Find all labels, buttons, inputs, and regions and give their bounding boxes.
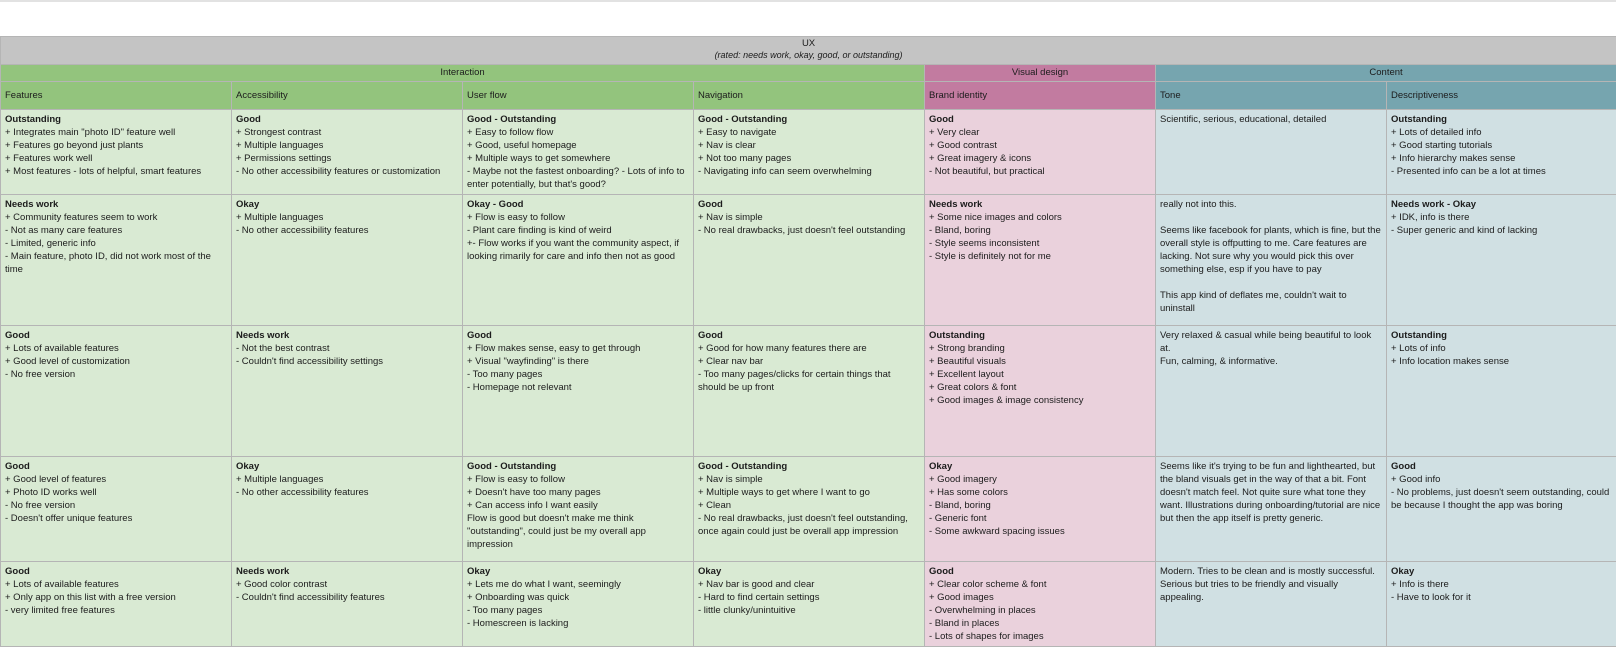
rating-label: Good: [929, 566, 954, 577]
table-cell[interactable]: [463, 457, 694, 562]
table-cell[interactable]: [1387, 326, 1616, 457]
note-line: +- Flow works if you want the community aspect, if looking rimarily for care and info then not as good: [467, 238, 682, 262]
rating-label: Needs work: [5, 199, 59, 210]
note-line: - Some awkward spacing issues: [929, 526, 1065, 537]
table-row: [1, 562, 1616, 647]
note-line: - Too many pages/clicks for certain things that should be up front: [698, 369, 894, 393]
note-line: Serious but tries to be friendly and visually appealing.: [1160, 579, 1341, 603]
table-cell[interactable]: [232, 562, 463, 647]
rating-label: Good: [1391, 461, 1416, 472]
table-cell[interactable]: [1387, 110, 1616, 195]
note-line: - Homepage not relevant: [467, 382, 572, 393]
note-line: + Visual "wayfinding" is there: [467, 356, 589, 367]
note-line: - No free version: [5, 369, 76, 380]
note-line: + Clean: [698, 500, 732, 511]
note-line: + Flow is easy to follow: [467, 474, 565, 485]
note-line: + Community features seem to work: [5, 212, 158, 223]
note-line: + IDK, info is there: [1391, 212, 1470, 223]
rating-label: Good: [467, 330, 492, 341]
group-interaction: Interaction: [1, 65, 925, 82]
note-line: + Nav is simple: [698, 474, 763, 485]
note-line: + Onboarding was quick: [467, 592, 570, 603]
note-line: + Nav is simple: [698, 212, 763, 223]
note-line: - Lots of shapes for images: [929, 631, 1044, 642]
rating-label: Needs work - Okay: [1391, 199, 1477, 210]
note-line: - Bland, boring: [929, 225, 991, 236]
rating-label: Okay: [236, 461, 260, 472]
rating-label: Good - Outstanding: [467, 461, 557, 472]
note-line: - No other accessibility features: [236, 487, 369, 498]
note-line: + Good images: [929, 592, 994, 603]
ux-header-cell: [1, 37, 1616, 65]
note-line: - Too many pages: [467, 605, 543, 616]
note-line: - Generic font: [929, 513, 987, 524]
rating-label: Outstanding: [1391, 114, 1447, 125]
note-line: really not into this.: [1160, 199, 1237, 210]
note-line: + Has some colors: [929, 487, 1008, 498]
note-line: + Great imagery & icons: [929, 153, 1032, 164]
table-cell[interactable]: [925, 562, 1156, 647]
table-row: [1, 195, 1616, 326]
note-line: - Have to look for it: [1391, 592, 1471, 603]
note-line: - Limited, generic info: [5, 238, 96, 249]
rating-label: Good - Outstanding: [698, 114, 788, 125]
note-line: Very relaxed & casual while being beautiful to look at.: [1160, 330, 1374, 354]
note-line: + Some nice images and colors: [929, 212, 1062, 223]
note-line: + Nav is clear: [698, 140, 756, 151]
rating-label: Needs work: [929, 199, 983, 210]
rating-label: Okay: [1391, 566, 1415, 577]
rating-label: Good: [698, 330, 723, 341]
note-line: - Couldn't find accessibility settings: [236, 356, 384, 367]
note-line: + Permissions settings: [236, 153, 332, 164]
note-line: + Can access info I want easily: [467, 500, 598, 511]
note-line: + Good contrast: [929, 140, 997, 151]
note-line: - No real drawbacks, just doesn't feel outstanding, once again could just be overall app impression: [698, 513, 911, 537]
note-line: - No other accessibility features or customization: [236, 166, 441, 177]
rating-label: Okay: [929, 461, 953, 472]
note-line: - Not as many care features: [5, 225, 123, 236]
note-line: + Info is there: [1391, 579, 1449, 590]
note-line: + Clear nav bar: [698, 356, 764, 367]
note-line: - Homescreen is lacking: [467, 618, 569, 629]
note-line: + Not too many pages: [698, 153, 792, 164]
note-line: - Doesn't offer unique features: [5, 513, 133, 524]
rating-label: Good: [929, 114, 954, 125]
note-line: + Info location makes sense: [1391, 356, 1510, 367]
table-cell[interactable]: [232, 326, 463, 457]
table-cell[interactable]: [1, 110, 232, 195]
note-line: + Lots of available features: [5, 579, 119, 590]
table-cell[interactable]: [232, 457, 463, 562]
table-cell[interactable]: [925, 195, 1156, 326]
note-line: - Hard to find certain settings: [698, 592, 820, 603]
rating-label: Good: [698, 199, 723, 210]
note-line: + Multiple languages: [236, 212, 324, 223]
table-cell[interactable]: [925, 326, 1156, 457]
table-cell[interactable]: [694, 195, 925, 326]
note-line: + Good, useful homepage: [467, 140, 577, 151]
table-cell[interactable]: [1387, 457, 1616, 562]
table-cell[interactable]: [694, 457, 925, 562]
note-line: + Good imagery: [929, 474, 997, 485]
table-cell[interactable]: [232, 110, 463, 195]
note-line: - No problems, just doesn't seem outstanding, could be because I thought the app was boring: [1391, 487, 1612, 511]
column-header-features: Features: [1, 82, 232, 110]
rating-label: Needs work: [236, 566, 290, 577]
note-line: + Strongest contrast: [236, 127, 322, 138]
table-cell[interactable]: [925, 457, 1156, 562]
note-line: - Couldn't find accessibility features: [236, 592, 385, 603]
ux-rating-table: [0, 36, 1616, 647]
rating-label: Outstanding: [929, 330, 985, 341]
note-line: + Info hierarchy makes sense: [1391, 153, 1516, 164]
table-row: [1, 326, 1616, 457]
note-line: - Style seems inconsistent: [929, 238, 1040, 249]
note-line: Fun, calming, & informative.: [1160, 356, 1278, 367]
note-line: + Good level of features: [5, 474, 107, 485]
column-header-brand-identity: Brand identity: [925, 82, 1156, 110]
column-header-descriptiveness: Descriptiveness: [1387, 82, 1616, 110]
table-cell[interactable]: [463, 562, 694, 647]
group-content: Content: [1156, 65, 1616, 82]
table-cell[interactable]: [694, 326, 925, 457]
rating-label: Good - Outstanding: [698, 461, 788, 472]
note-line: - very limited free features: [5, 605, 115, 616]
note-line: - Bland in places: [929, 618, 1000, 629]
rating-label: Good: [5, 566, 30, 577]
note-line: + Multiple ways to get where I want to go: [698, 487, 870, 498]
table-cell[interactable]: [232, 195, 463, 326]
group-visual-design: Visual design: [925, 65, 1156, 82]
column-header-accessibility: Accessibility: [232, 82, 463, 110]
note-line: + Great colors & font: [929, 382, 1017, 393]
note-line: + Strong branding: [929, 343, 1005, 354]
rating-label: Needs work: [236, 330, 290, 341]
table-cell[interactable]: [1, 457, 232, 562]
note-line: Modern. Tries to be clean and is mostly successful.: [1160, 566, 1375, 577]
table-cell[interactable]: [1156, 562, 1387, 647]
note-line: + Multiple ways to get somewhere: [467, 153, 611, 164]
note-line: Scientific, serious, educational, detailed: [1160, 114, 1327, 125]
note-line: + Doesn't have too many pages: [467, 487, 601, 498]
column-header-user-flow: User flow: [463, 82, 694, 110]
rating-label: Good: [236, 114, 261, 125]
note-line: + Easy to follow flow: [467, 127, 554, 138]
table-cell[interactable]: [694, 562, 925, 647]
note-line: + Integrates main "photo ID" feature well: [5, 127, 176, 138]
table-cell[interactable]: [1156, 457, 1387, 562]
note-line: - little clunky/unintuitive: [698, 605, 796, 616]
rating-label: Outstanding: [1391, 330, 1447, 341]
note-line: - Too many pages: [467, 369, 543, 380]
table-cell[interactable]: [1387, 195, 1616, 326]
rating-label: Okay: [698, 566, 722, 577]
note-line: - Not the best contrast: [236, 343, 330, 354]
note-line: Seems like it's trying to be fun and lighthearted, but the bland visuals get in the way of that a bit. Font doesn't match feel. Not quite sure what tone they want. Illustrations during onboarding/tutorial are nice but then the app itself is pretty generic.: [1160, 461, 1383, 524]
rating-label: Okay: [467, 566, 491, 577]
table-row: [1, 457, 1616, 562]
rating-label: Okay: [236, 199, 260, 210]
rating-label: Outstanding: [5, 114, 61, 125]
note-line: + Lots of info: [1391, 343, 1446, 354]
table-cell[interactable]: [1156, 110, 1387, 195]
note-line: + Good info: [1391, 474, 1441, 485]
table-cell[interactable]: [1, 562, 232, 647]
table-cell[interactable]: [463, 326, 694, 457]
note-line: - Main feature, photo ID, did not work most of the time: [5, 251, 214, 275]
rating-label: Okay - Good: [467, 199, 524, 210]
ux-title: UX: [801, 38, 816, 49]
note-line: - Style is definitely not for me: [929, 251, 1051, 262]
note-line: - No free version: [5, 500, 76, 511]
note-line: + Easy to navigate: [698, 127, 777, 138]
note-line: + Very clear: [929, 127, 980, 138]
column-header-navigation: Navigation: [694, 82, 925, 110]
note-line: Flow is good but doesn't make me think "outstanding", could just be my overall app impression: [467, 513, 649, 550]
note-line: + Good color contrast: [236, 579, 328, 590]
note-line: + Nav bar is good and clear: [698, 579, 815, 590]
rating-label: Good - Outstanding: [467, 114, 557, 125]
table-cell[interactable]: [463, 110, 694, 195]
note-line: + Only app on this list with a free version: [5, 592, 176, 603]
column-header-tone: Tone: [1156, 82, 1387, 110]
note-line: - Maybe not the fastest onboarding? - Lots of info to enter potentially, but that's good?: [467, 166, 688, 190]
note-line: + Beautiful visuals: [929, 356, 1006, 367]
note-line: - Overwhelming in places: [929, 605, 1036, 616]
note-line: + Flow is easy to follow: [467, 212, 565, 223]
note-line: - Presented info can be a lot at times: [1391, 166, 1546, 177]
note-line: + Lots of available features: [5, 343, 119, 354]
table-cell[interactable]: [925, 110, 1156, 195]
note-line: + Features go beyond just plants: [5, 140, 144, 151]
note-line: This app kind of deflates me, couldn't wait to uninstall: [1160, 290, 1350, 314]
note-line: + Clear color scheme & font: [929, 579, 1047, 590]
note-line: [1160, 276, 1382, 289]
table-cell[interactable]: [1, 326, 232, 457]
note-line: - No other accessibility features: [236, 225, 369, 236]
note-line: + Excellent layout: [929, 369, 1004, 380]
table-cell[interactable]: [1156, 195, 1387, 326]
note-line: + Good images & image consistency: [929, 395, 1084, 406]
table-cell[interactable]: [1156, 326, 1387, 457]
note-line: + Most features - lots of helpful, smart features: [5, 166, 202, 177]
note-line: - Bland, boring: [929, 500, 991, 511]
note-line: - Navigating info can seem overwhelming: [698, 166, 872, 177]
table-cell[interactable]: [694, 110, 925, 195]
note-line: + Flow makes sense, easy to get through: [467, 343, 641, 354]
ux-subtitle: (rated: needs work, okay, good, or outstanding): [714, 50, 903, 60]
note-line: + Good level of customization: [5, 356, 130, 367]
table-cell[interactable]: [1, 195, 232, 326]
table-cell[interactable]: [463, 195, 694, 326]
note-line: + Lots of detailed info: [1391, 127, 1482, 138]
rating-label: Good: [5, 330, 30, 341]
note-line: + Good starting tutorials: [1391, 140, 1493, 151]
note-line: - No real drawbacks, just doesn't feel outstanding: [698, 225, 906, 236]
note-line: [1160, 211, 1382, 224]
table-cell[interactable]: [1387, 562, 1616, 647]
note-line: - Not beautiful, but practical: [929, 166, 1045, 177]
top-blank-strip: [0, 0, 1616, 36]
note-line: + Good for how many features there are: [698, 343, 867, 354]
note-line: - Plant care finding is kind of weird: [467, 225, 612, 236]
rating-label: Good: [5, 461, 30, 472]
note-line: Seems like facebook for plants, which is fine, but the overall style is offputting to me. Care features are lacking. Not sure why you would pick this over something else, esp if you have to pay: [1160, 225, 1384, 275]
note-line: + Multiple languages: [236, 474, 324, 485]
note-line: + Multiple languages: [236, 140, 324, 151]
note-line: + Features work well: [5, 153, 93, 164]
note-line: + Photo ID works well: [5, 487, 97, 498]
note-line: - Super generic and kind of lacking: [1391, 225, 1538, 236]
table-row: [1, 110, 1616, 195]
note-line: + Lets me do what I want, seemingly: [467, 579, 621, 590]
